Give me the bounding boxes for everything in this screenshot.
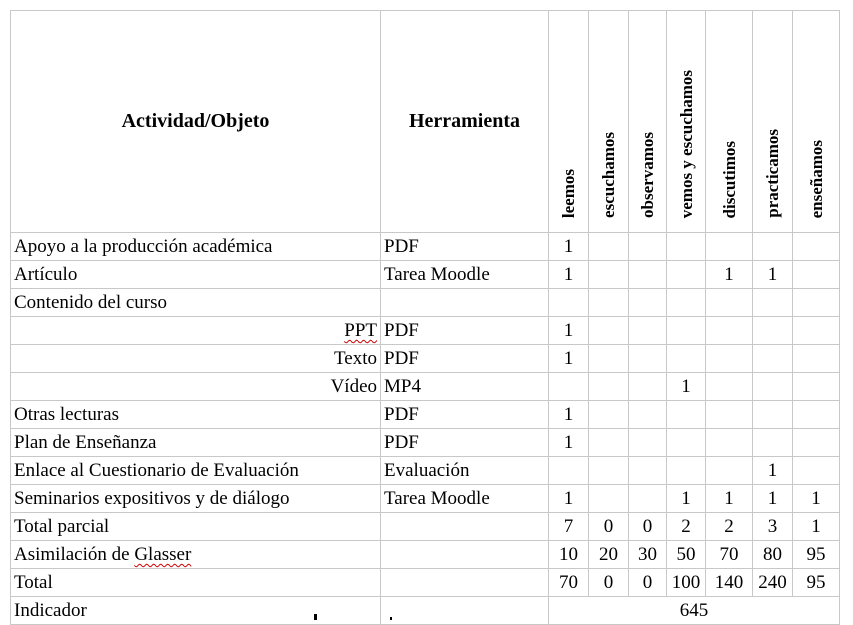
header-mode-observe: [629, 11, 667, 233]
header-mode-label: practicamos: [763, 129, 782, 218]
total-row: [11, 569, 840, 597]
mode-value-cell: 1: [753, 261, 793, 289]
header-row: [11, 11, 840, 233]
table-row: [11, 429, 840, 457]
tool-cell: [381, 597, 549, 625]
header-mode-read: [549, 11, 589, 233]
total-label-cell: Asimilación de Glasser: [11, 541, 381, 569]
total-value-cell: 70: [706, 541, 753, 569]
mode-value-cell: [793, 317, 840, 345]
header-mode-discuss: [706, 11, 753, 233]
mode-value-cell: [589, 289, 629, 317]
activity-cell: Texto: [11, 345, 381, 373]
mode-value-cell: 1: [549, 401, 589, 429]
activity-cell: Otras lecturas: [11, 401, 381, 429]
activity-cell: Plan de Enseñanza: [11, 429, 381, 457]
total-value-cell: 50: [667, 541, 706, 569]
tool-cell: [381, 289, 549, 317]
mode-value-cell: [629, 261, 667, 289]
header-mode-see-listen: [667, 11, 706, 233]
mode-value-cell: [793, 261, 840, 289]
glasser-row: [11, 541, 840, 569]
mode-value-cell: [753, 429, 793, 457]
mode-value-cell: [706, 317, 753, 345]
table-row: [11, 373, 840, 401]
activity-label: PPT: [344, 320, 377, 341]
mode-value-cell: [706, 457, 753, 485]
mode-value-cell: [589, 457, 629, 485]
glasser-word: Glasser: [134, 544, 192, 565]
mode-value-cell: [706, 289, 753, 317]
table-row: [11, 401, 840, 429]
activity-cell: Vídeo: [11, 373, 381, 401]
mode-value-cell: [793, 401, 840, 429]
stray-mark: [314, 614, 317, 620]
mode-value-cell: [706, 373, 753, 401]
mode-value-cell: [629, 485, 667, 513]
table-row: [11, 261, 840, 289]
header-mode-practice: [753, 11, 793, 233]
mode-value-cell: [667, 289, 706, 317]
tool-cell: PDF: [381, 401, 549, 429]
indicator-row: [11, 597, 840, 625]
total-value-cell: 70: [549, 569, 589, 597]
total-label-cell: Total: [11, 569, 381, 597]
tool-cell: Evaluación: [381, 457, 549, 485]
mode-value-cell: 1: [549, 233, 589, 261]
mode-value-cell: [629, 233, 667, 261]
mode-value-cell: 1: [706, 485, 753, 513]
mode-value-cell: [589, 373, 629, 401]
mode-value-cell: 1: [549, 429, 589, 457]
total-value-cell: 3: [753, 513, 793, 541]
mode-value-cell: 1: [753, 457, 793, 485]
mode-value-cell: [667, 317, 706, 345]
glasser-assimilation-table: [10, 10, 840, 625]
header-activity: Actividad/Objeto: [11, 11, 381, 233]
activity-cell: [11, 317, 381, 345]
mode-value-cell: [667, 457, 706, 485]
table-row: [11, 485, 840, 513]
tool-cell: PDF: [381, 233, 549, 261]
tool-cell: Tarea Moodle: [381, 485, 549, 513]
mode-value-cell: 1: [706, 261, 753, 289]
total-value-cell: 7: [549, 513, 589, 541]
total-partial-row: [11, 513, 840, 541]
mode-value-cell: [549, 373, 589, 401]
activity-cell: Seminarios expositivos y de diálogo: [11, 485, 381, 513]
mode-value-cell: [706, 401, 753, 429]
header-mode-label: vemos y escuchamos: [676, 69, 696, 218]
mode-value-cell: [667, 261, 706, 289]
total-value-cell: 140: [706, 569, 753, 597]
header-mode-label: observamos: [638, 132, 657, 218]
mode-value-cell: [793, 457, 840, 485]
header-tool: Herramienta: [381, 11, 549, 233]
total-value-cell: 0: [589, 513, 629, 541]
total-value-cell: 2: [667, 513, 706, 541]
indicator-value-cell: 645: [549, 597, 840, 625]
table-row: [11, 457, 840, 485]
mode-value-cell: [589, 233, 629, 261]
total-value-cell: 0: [629, 569, 667, 597]
table-row: [11, 289, 840, 317]
mode-value-cell: 1: [549, 345, 589, 373]
mode-value-cell: [793, 429, 840, 457]
mode-value-cell: [667, 401, 706, 429]
tool-cell: Tarea Moodle: [381, 261, 549, 289]
indicator-label-cell: Indicador: [11, 597, 381, 625]
total-label-cell: Total parcial: [11, 513, 381, 541]
total-value-cell: 1: [793, 513, 840, 541]
activity-cell: Contenido del curso: [11, 289, 381, 317]
header-mode-label: discutimos: [719, 140, 739, 218]
mode-value-cell: [753, 317, 793, 345]
header-mode-teach: [793, 11, 840, 233]
mode-value-cell: 1: [753, 485, 793, 513]
mode-value-cell: 1: [667, 485, 706, 513]
mode-value-cell: [753, 345, 793, 373]
table-row: [11, 233, 840, 261]
total-value-cell: 95: [793, 541, 840, 569]
mode-value-cell: [629, 345, 667, 373]
mode-value-cell: [706, 345, 753, 373]
mode-value-cell: [793, 345, 840, 373]
tool-cell: [381, 513, 549, 541]
total-value-cell: 0: [629, 513, 667, 541]
total-value-cell: 80: [753, 541, 793, 569]
mode-value-cell: 1: [549, 317, 589, 345]
mode-value-cell: [589, 429, 629, 457]
mode-value-cell: [793, 289, 840, 317]
tool-cell: PDF: [381, 345, 549, 373]
header-mode-listen: [589, 11, 629, 233]
mode-value-cell: [589, 317, 629, 345]
activity-cell: Apoyo a la producción académica: [11, 233, 381, 261]
mode-value-cell: [629, 401, 667, 429]
total-value-cell: 0: [589, 569, 629, 597]
header-mode-label: escuchamos: [599, 132, 618, 218]
mode-value-cell: [667, 233, 706, 261]
total-value-cell: 30: [629, 541, 667, 569]
total-value-cell: 95: [793, 569, 840, 597]
total-value-cell: 10: [549, 541, 589, 569]
mode-value-cell: [667, 429, 706, 457]
tool-cell: PDF: [381, 317, 549, 345]
mode-value-cell: [589, 401, 629, 429]
total-value-cell: 100: [667, 569, 706, 597]
table-row: [11, 317, 840, 345]
tool-cell: [381, 569, 549, 597]
mode-value-cell: [706, 429, 753, 457]
total-value-cell: 20: [589, 541, 629, 569]
mode-value-cell: [549, 289, 589, 317]
mode-value-cell: [629, 317, 667, 345]
mode-value-cell: [629, 429, 667, 457]
mode-value-cell: 1: [549, 485, 589, 513]
mode-value-cell: [589, 485, 629, 513]
total-value-cell: 240: [753, 569, 793, 597]
mode-value-cell: [629, 457, 667, 485]
tool-cell: [381, 541, 549, 569]
mode-value-cell: [667, 345, 706, 373]
mode-value-cell: [589, 345, 629, 373]
mode-value-cell: [629, 289, 667, 317]
mode-value-cell: [753, 401, 793, 429]
mode-value-cell: 1: [549, 261, 589, 289]
tool-cell: MP4: [381, 373, 549, 401]
header-mode-label: leemos: [559, 168, 578, 218]
mode-value-cell: 1: [793, 485, 840, 513]
mode-value-cell: [549, 457, 589, 485]
mode-value-cell: [629, 373, 667, 401]
activity-cell: Artículo: [11, 261, 381, 289]
mode-value-cell: [753, 373, 793, 401]
mode-value-cell: [589, 261, 629, 289]
tool-cell: PDF: [381, 429, 549, 457]
table-row: [11, 345, 840, 373]
mode-value-cell: [753, 233, 793, 261]
mode-value-cell: [706, 233, 753, 261]
mode-value-cell: [753, 289, 793, 317]
mode-value-cell: [793, 373, 840, 401]
total-value-cell: 2: [706, 513, 753, 541]
activity-cell: Enlace al Cuestionario de Evaluación: [11, 457, 381, 485]
mode-value-cell: [793, 233, 840, 261]
header-mode-label: enseñamos: [806, 139, 826, 218]
mode-value-cell: 1: [667, 373, 706, 401]
